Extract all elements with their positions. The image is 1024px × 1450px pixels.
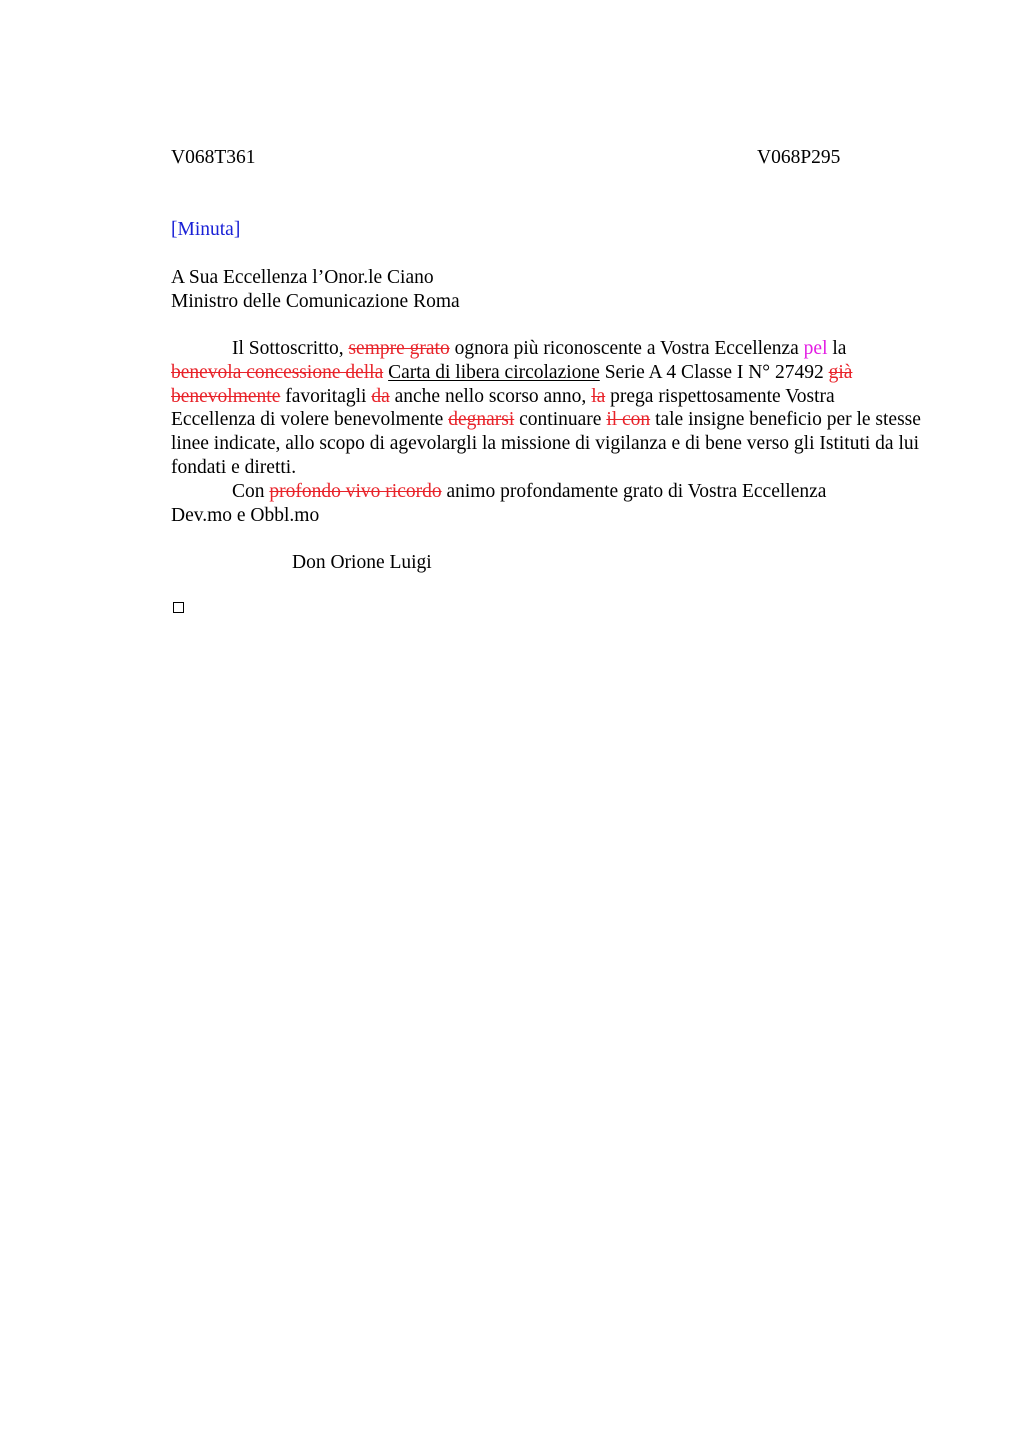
text-segment: animo profondamente grato di Vostra Eccellenza [441, 480, 827, 502]
text-segment: Il Sottoscritto, [232, 338, 349, 359]
underlined-text: Carta di libera circolazione [388, 361, 600, 383]
text-segment: tale insigne beneficio per le stesse linee indicate, allo scopo di agevolargli la missione di vigilanza e di bene verso gli Istituti da lui fondati e diretti. [171, 409, 921, 478]
signature: Don Orione Luigi [292, 552, 432, 573]
deleted-text: da [371, 385, 390, 407]
text-segment: prega rispettosamente Vostra Eccellenza di volere benevolmente [171, 385, 835, 431]
address-line-1: A Sua Eccellenza l’Onor.le Ciano [171, 267, 434, 288]
text-segment: ognora più riconoscente a Vostra Eccellenza [449, 338, 804, 359]
paragraph-closing [171, 480, 921, 504]
address-line-2: Ministro delle Comunicazione Roma [171, 291, 460, 312]
text-segment: la [827, 338, 847, 359]
letter-body [171, 337, 921, 527]
text-segment: continuare [514, 409, 607, 431]
deleted-text: la [591, 385, 606, 407]
deleted-text: il con [606, 409, 651, 431]
text-segment: favoritagli [280, 385, 372, 407]
text-segment: anche nello scorso anno, [389, 385, 592, 407]
inserted-text: pel [803, 338, 828, 359]
checkbox-square-icon [173, 602, 184, 613]
deleted-text: degnarsi [448, 409, 515, 431]
paragraph-request [171, 337, 921, 480]
document-reference-left: V068T361 [171, 147, 256, 168]
deleted-text: già benevolmente [171, 361, 853, 407]
sign-off: Dev.mo e Obbl.mo [171, 504, 320, 526]
deleted-text: benevola concessione della [171, 361, 384, 383]
deleted-text: profondo vivo ricordo [269, 480, 442, 502]
text-segment: Serie A 4 Classe I N° 27492 [599, 361, 829, 383]
editorial-note: [Minuta] [171, 219, 241, 240]
document-reference-right: V068P295 [757, 147, 841, 168]
deleted-text: sempre grato [348, 338, 450, 359]
text-segment: Con [232, 480, 270, 502]
